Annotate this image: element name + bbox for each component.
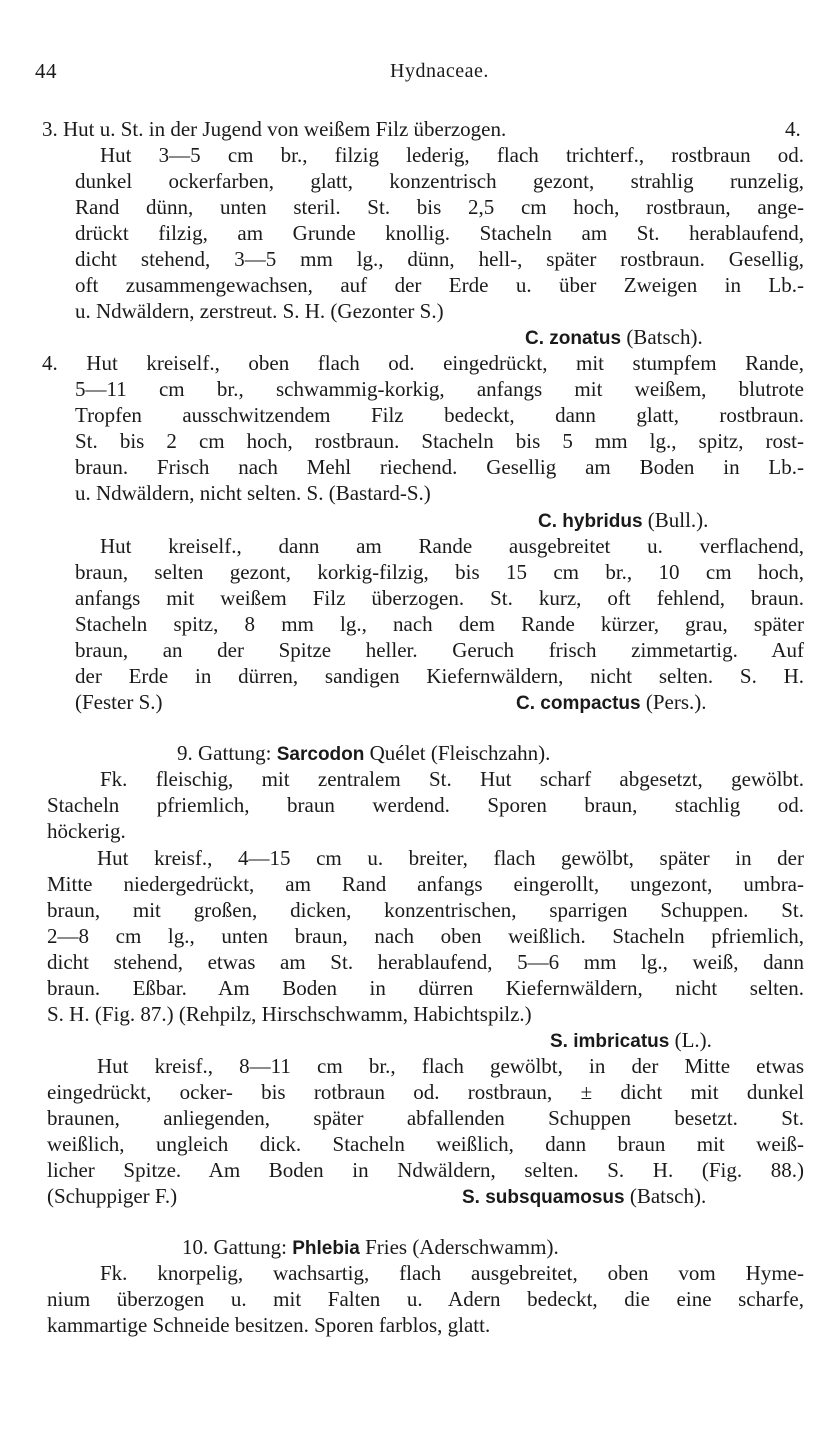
species-subsquamosus bbox=[462, 1183, 706, 1211]
text-line: braun, selten gezont, korkig-filzig, bis 15 cm br., 10 cm hoch, bbox=[75, 560, 804, 584]
species-name: C. hybridus bbox=[538, 511, 643, 532]
text-line: Hut kreisf., 8—11 cm br., flach gewölbt, in der Mitte etwas bbox=[97, 1054, 804, 1078]
species-name: S. imbricatus bbox=[550, 1031, 670, 1052]
key-ref-4: 4. bbox=[785, 117, 801, 141]
running-title: Hydnaceae. bbox=[390, 60, 489, 82]
text-line: Tropfen ausschwitzendem Filz bedeckt, dann glatt, rostbraun. bbox=[75, 403, 804, 427]
text-line: Stacheln pfriemlich, braun werdend. Sporen braun, stachlig od. bbox=[47, 793, 804, 817]
text-line: kammartige Schneide besitzen. Sporen farblos, glatt. bbox=[47, 1313, 491, 1337]
text-line: braunen, anliegenden, später abfallenden Schuppen besetzt. St. bbox=[47, 1106, 804, 1130]
text-line: weißlich, ungleich dick. Stacheln weißlich, dann braun mit weiß- bbox=[47, 1132, 804, 1156]
species-author: (L.). bbox=[674, 1028, 712, 1052]
text-line: braun, mit großen, dicken, konzentrischen, sparrigen Schuppen. St. bbox=[47, 898, 804, 922]
species-author: (Batsch). bbox=[629, 1184, 707, 1208]
text-line: oft zusammengewachsen, auf der Erde u. über Zweigen in Lb.- bbox=[75, 273, 804, 297]
text-line: (Fester S.) bbox=[75, 690, 163, 714]
text-line: dicht stehend, etwas am St. herablaufend, 5—6 mm lg., weiß, dann bbox=[47, 950, 804, 974]
key-line-4: 4. Hut kreiself., oben flach od. eingedrückt, mit stumpfem Rande, bbox=[42, 351, 804, 375]
text-line: 2—8 cm lg., unten braun, nach oben weißlich. Stacheln pfriemlich, bbox=[47, 924, 804, 948]
text-line: dunkel ockerfarben, glatt, konzentrisch gezont, strahlig runzelig, bbox=[75, 169, 804, 193]
species-name: S. subsquamosus bbox=[462, 1187, 625, 1208]
genus-prefix: 10. Gattung: bbox=[182, 1235, 287, 1259]
text-line: anfangs mit weißem Filz überzogen. St. kurz, oft fehlend, braun. bbox=[75, 586, 804, 610]
text-line: Hut 3—5 cm br., filzig lederig, flach trichterf., rostbraun od. bbox=[100, 143, 804, 167]
text-line: Fk. fleischig, mit zentralem St. Hut scharf abgesetzt, gewölbt. bbox=[100, 767, 804, 791]
genus-suffix: Fries (Aderschwamm). bbox=[365, 1235, 559, 1259]
species-author: (Bull.). bbox=[647, 508, 709, 532]
text-line: 5—11 cm br., schwammig-korkig, anfangs mit weißem, blutrote bbox=[75, 377, 804, 401]
text-line: u. Ndwäldern, nicht selten. S. (Bastard-S.) bbox=[75, 481, 431, 505]
text-line: (Schuppiger F.) bbox=[47, 1184, 178, 1208]
text-line: drückt filzig, am Grunde knollig. Stacheln am St. herablaufend, bbox=[75, 221, 804, 245]
genus-name: Sarcodon bbox=[276, 744, 365, 765]
text-line: eingedrückt, ocker- bis rotbraun od. rostbraun, ± dicht mit dunkel bbox=[47, 1080, 804, 1104]
species-compactus bbox=[516, 689, 707, 717]
page-number: 44 bbox=[35, 59, 57, 83]
text-line: Hut kreiself., dann am Rande ausgebreitet u. verflachend, bbox=[100, 534, 804, 558]
species-hybridus bbox=[538, 507, 708, 535]
species-imbricatus bbox=[550, 1027, 712, 1055]
genus-heading-10 bbox=[182, 1234, 559, 1262]
text-line: Fk. knorpelig, wachsartig, flach ausgebreitet, oben vom Hyme- bbox=[100, 1261, 804, 1285]
text-line: licher Spitze. Am Boden in Ndwäldern, selten. S. H. (Fig. 88.) bbox=[47, 1158, 804, 1182]
text-line: braun. Eßbar. Am Boden in dürren Kiefernwäldern, nicht selten. bbox=[47, 976, 804, 1000]
text-line: braun, an der Spitze heller. Geruch frisch zimmetartig. Auf bbox=[75, 638, 804, 662]
text-line: braun. Frisch nach Mehl riechend. Gesellig am Boden in Lb.- bbox=[75, 455, 804, 479]
text-line: der Erde in dürren, sandigen Kiefernwäldern, nicht selten. S. H. bbox=[75, 664, 804, 688]
genus-prefix: 9. Gattung: bbox=[177, 741, 272, 765]
text-line: St. bis 2 cm hoch, rostbraun. Stacheln bis 5 mm lg., spitz, rost- bbox=[75, 429, 804, 453]
text-line: u. Ndwäldern, zerstreut. S. H. (Gezonter S.) bbox=[75, 299, 444, 323]
text-line: höckerig. bbox=[47, 819, 126, 843]
species-name: C. zonatus bbox=[525, 328, 622, 349]
text-line: Mitte niedergedrückt, am Rand anfangs eingerollt, ungezont, umbra- bbox=[47, 872, 804, 896]
species-name: C. compactus bbox=[516, 693, 641, 714]
species-author: (Pers.). bbox=[645, 690, 707, 714]
text-line: nium überzogen u. mit Falten u. Adern bedeckt, die eine scharfe, bbox=[47, 1287, 804, 1311]
genus-suffix: Quélet (Fleischzahn). bbox=[369, 741, 551, 765]
text-line: S. H. (Fig. 87.) (Rehpilz, Hirschschwamm, Habichtspilz.) bbox=[47, 1002, 532, 1026]
genus-name: Phlebia bbox=[292, 1238, 360, 1259]
species-author: (Batsch). bbox=[626, 325, 703, 349]
text-line: Stacheln spitz, 8 mm lg., nach dem Rande kürzer, grau, später bbox=[75, 612, 804, 636]
text-line: Rand dünn, unten steril. St. bis 2,5 cm hoch, rostbraun, ange- bbox=[75, 195, 804, 219]
text-line: dicht stehend, 3—5 mm lg., dünn, hell-, später rostbraun. Gesellig, bbox=[75, 247, 804, 271]
text-line: Hut kreisf., 4—15 cm u. breiter, flach gewölbt, später in der bbox=[97, 846, 804, 870]
species-zonatus bbox=[525, 324, 703, 352]
key-line-3: 3. Hut u. St. in der Jugend von weißem Filz überzogen. bbox=[42, 117, 507, 141]
genus-heading-9 bbox=[177, 740, 550, 768]
